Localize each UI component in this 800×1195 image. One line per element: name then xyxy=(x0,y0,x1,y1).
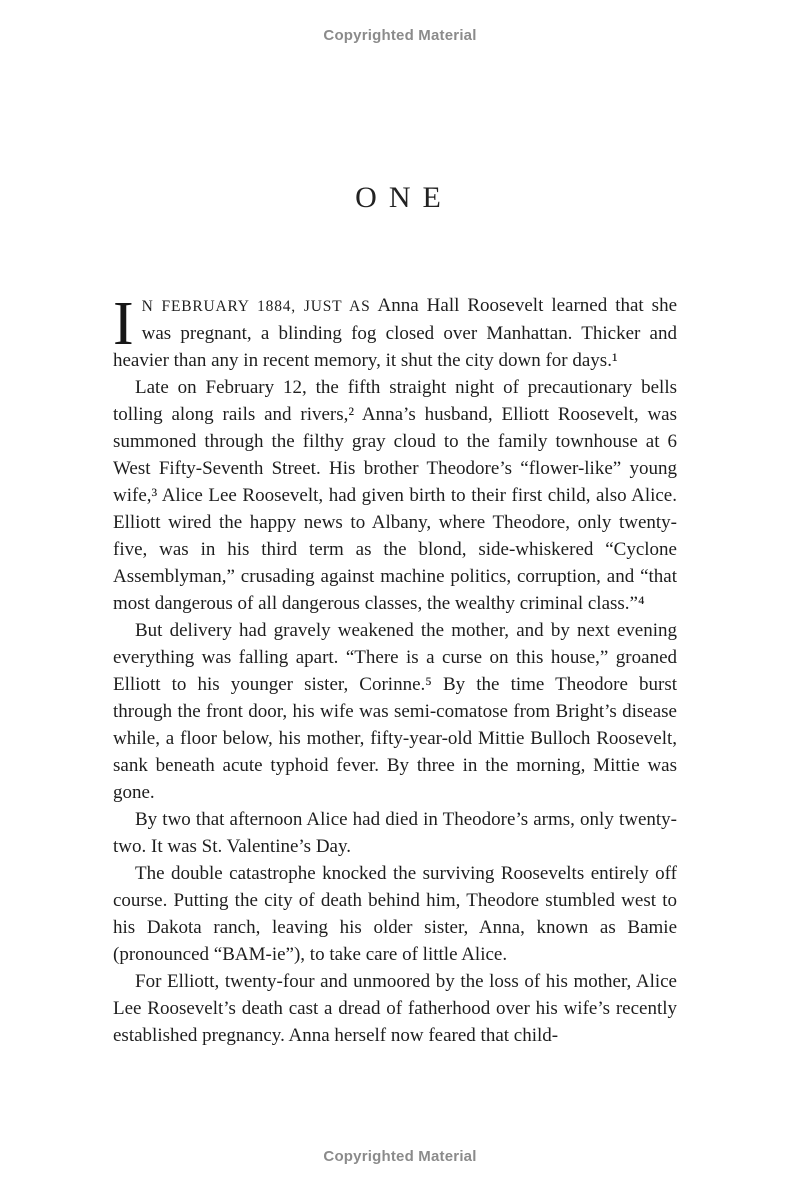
body-paragraph: Late on February 12, the fifth straight night of precautionary bells tolling along rails and rivers,² Anna’s husband, Elliott Roosevelt, was summoned through the filthy gray cloud to the family townhouse at 6 West Fifty-Seventh Street. His brother Theodore’s “flower-like” young wife,³ Alice Lee Roosevelt, had given birth to their first child, also Alice. Elliott wired the happy news to Albany, where Theodore, only twenty-five, was in his third term as the blond, side-whiskered “Cyclone Assemblyman,” crusading against machine politics, corruption, and “that most dangerous of all dangerous classes, the wealthy criminal class.”⁴ xyxy=(113,377,677,614)
body-paragraph: For Elliott, twenty-four and unmoored by the loss of his mother, Alice Lee Roosevelt’s death cast a dread of fatherhood over his wife’s recently established pregnancy. Anna herself now feared that child- xyxy=(113,971,677,1046)
copyright-notice-top: Copyrighted Material xyxy=(323,27,477,44)
body-paragraph: By two that afternoon Alice had died in Theodore’s arms, only twenty-two. It was St. Valentine’s Day. xyxy=(113,809,677,857)
opening-paragraph-text: Anna Hall Roosevelt learned that she was pregnant, a blinding fog closed over Manhattan. Thicker and heavier than any in recent memory, it shut the city down for days.¹ xyxy=(113,295,678,371)
small-caps-opener: N FEBRUARY 1884, JUST AS xyxy=(141,298,371,315)
drop-cap: I xyxy=(113,290,134,358)
chapter-heading: ONE xyxy=(355,181,453,214)
copyright-notice-bottom: Copyrighted Material xyxy=(323,1148,477,1165)
opening-paragraph xyxy=(113,292,677,374)
body-text xyxy=(113,292,677,1049)
body-paragraph: But delivery had gravely weakened the mother, and by next evening everything was falling apart. “There is a curse on this house,” groaned Elliott to his younger sister, Corinne.⁵ By the time Theodore burst through the front door, his wife was semi-comatose from Bright’s disease while, a floor below, his mother, fifty-year-old Mittie Bulloch Roosevelt, sank beneath acute typhoid fever. By three in the morning, Mittie was gone. xyxy=(113,620,677,803)
body-paragraph: The double catastrophe knocked the surviving Roosevelts entirely off course. Putting the city of death behind him, Theodore stumbled west to his Dakota ranch, leaving his older sister, Anna, known as Bamie (pronounced “BAM-ie”), to take care of little Alice. xyxy=(113,863,677,965)
